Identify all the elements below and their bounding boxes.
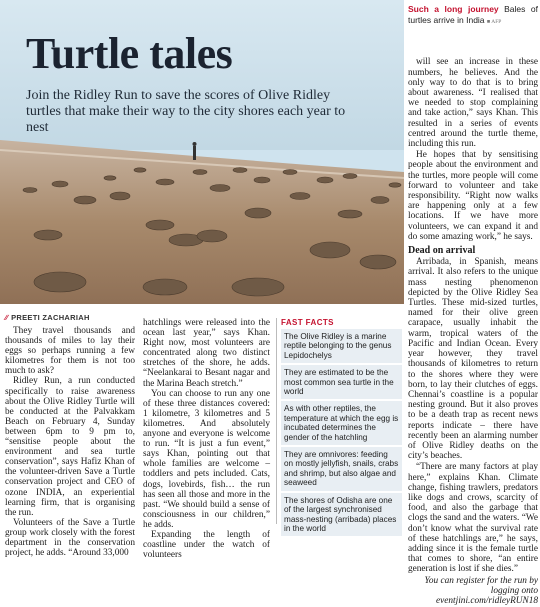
paragraph: He hopes that by sensitising people about the environment and the turtles, more people will come forward to volunteer and take responsibility. “Right now walks are happening only at a few locations. If we have more volunteers, we can expand it and do some amazing work,” he says. (408, 150, 538, 242)
headline: Turtle tales (26, 29, 233, 78)
caption-kicker: Such a long journey (408, 4, 499, 14)
paragraph: “There are many factors at play here,” explains Khan. Climate change, fishing trawlers, predators like dogs and crows, scarcity of food, and also the garbage that clogs the sand and the waters. “We don’t know what the survival rate of these hatchlings are,” he says, adding since it is the female turtle that comes to shore, “an entire generation is lost if she dies.” (408, 462, 538, 575)
paragraph: You can choose to run any one of these three distances covered: 1 kilometre, 3 kilometres and 5 kilometres. And absolutely anyone and everyone is welcome to run. “It is just a fun event,” says Khan, pointing out that whole families are welcome – toddlers and pets included. Cats, dogs, lovebirds, fish… the run has seen all those and more in the past. “We should build a sense of consciousness in our children,” he adds. (143, 388, 270, 530)
register-note: You can register for the run by logging onto eventjini.com/ridleyRUN18 (424, 575, 538, 606)
hero-photo (0, 0, 404, 304)
fact-item: The Olive Ridley is a marine reptile belonging to the genus Lepidochelys (281, 329, 402, 363)
byline-marks: ∕∕ (5, 313, 9, 322)
paragraph: They travel thousands and thousands of miles to lay their eggs so perhaps running a few kilometres for them is not too much to ask? (5, 326, 135, 377)
subhead: Dead on arrival (408, 245, 476, 257)
photo-credit: ■ AFP (486, 19, 502, 26)
caption-text: Bales of turtles arrive in India (408, 4, 538, 26)
byline: ∕∕ PREETI ZACHARIAH (5, 313, 90, 322)
article-column-2 (143, 318, 270, 560)
paragraph: Expanding the length of coastline under the watch of volunteers (143, 529, 270, 561)
fact-item: The shores of Odisha are one of the largest synchronised mass-nesting (arribada) places in the world (281, 493, 402, 537)
fact-item: They are omnivores: feeding on mostly jellyfish, snails, crabs and shrimp, but also algae and seaweed (281, 447, 402, 491)
paragraph: hatchlings were released into the ocean last year,” says Khan. Right now, most volunteers are concentrated along two distinct stretches of the shore, he adds. “Neelankarai to Besant nagar and the Marina Beach stretch.” (143, 318, 270, 389)
photo-caption (408, 4, 538, 27)
paragraph: Arribada, in Spanish, means arrival. It also refers to the unique mass nesting phenomenon depicted by the Olive Ridley Sea Turtles. These mid-sized turtles, named for their olive green carapace, usually inhabit the warm, tropical waters of the Pacific and Indian Ocean. Every year however, they travel thousands of kilometres to return to the shores where they were born, to lay their clutches of eggs. Chennai’s coastline is a popular nesting ground. But it also proves to be a death trap as recent news reports indicate – there have recently been an alarming number of Olive Ridley deaths on the city’s beaches. (408, 257, 538, 462)
paragraph: will see an increase in these numbers, he believes. And the only way to do that is to bring about awareness. “I realised that we needed to stop complaining and take action,” says Khan. This resulted in a series of events centred around the turtle theme, including this run. (408, 57, 538, 150)
paragraph: Volunteers of the Save a Turtle group work closely with the forest department in the conservation project, he adds. “Around 33,000 (5, 517, 135, 559)
fact-item: As with other reptiles, the temperature at which the egg is incubated determines the gender of the hatchling (281, 401, 402, 445)
fast-facts-title: FAST FACTS (281, 318, 334, 327)
right-body (408, 57, 538, 606)
paragraph: Ridley Run, a run conducted specifically to raise awareness about the Olive Ridley Turtle will be conducted at the Palvakkam Beach on February 4, Sunday between 6pm to 9 pm to, “sensitise people about the environment and sea turtle conservation”, says Hafiz Khan of the volunteer-driven Save a Turtle conservation project and CEO of ozone INDIA, an experiential learning firm, that is organising the run. (5, 376, 135, 518)
article-column-1 (5, 326, 135, 558)
right-column (408, 4, 538, 607)
fact-item: They are estimated to be the most common sea turtle in the world (281, 365, 402, 399)
fast-facts-box (276, 318, 402, 533)
deck-text: Join the Ridley Run to save the scores of Olive Ridley turtles that make their way to the city shores each year to nest (26, 88, 346, 135)
